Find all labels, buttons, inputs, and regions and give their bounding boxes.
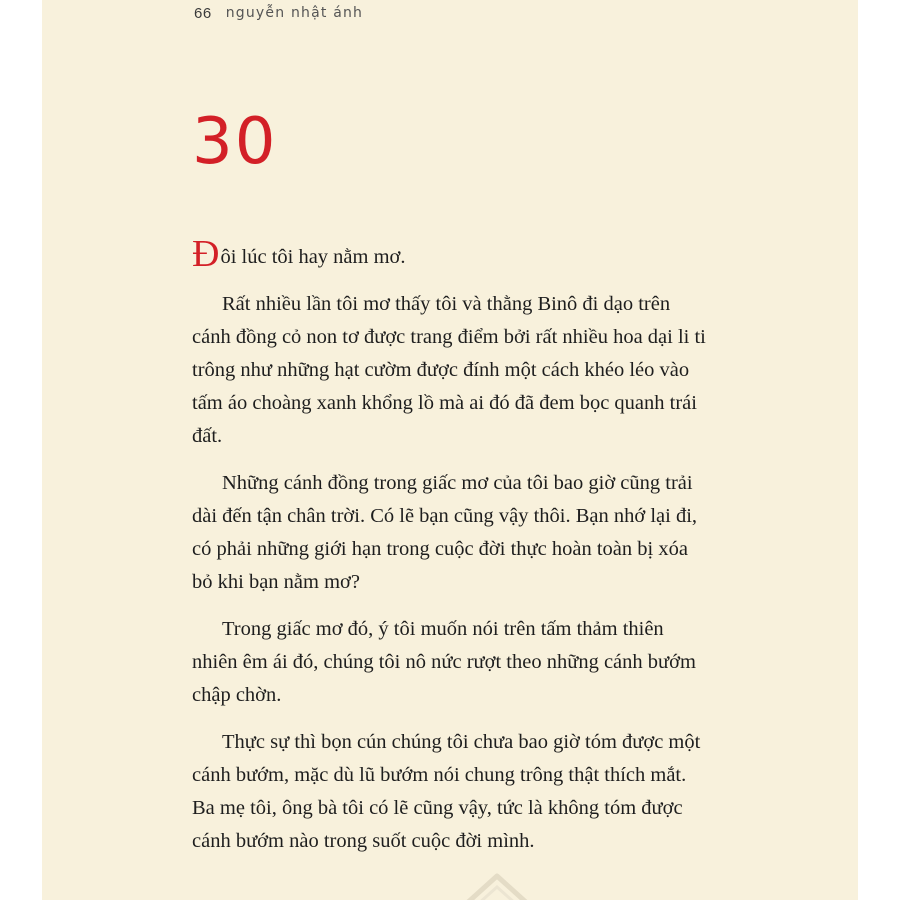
page-number: 66 — [194, 4, 212, 22]
chapter-body — [192, 233, 712, 872]
drop-cap: Đ — [192, 233, 220, 275]
running-head-author: nguyễn nhật ánh — [225, 5, 364, 21]
paragraph-2: Rất nhiều lần tôi mơ thấy tôi và thằng Binô đi dạo trên cánh đồng cỏ non tơ được trang điểm bởi rất nhiều hoa dại li ti trông như những hạt cườm được đính một cách khéo léo vào tấm áo choàng xanh khổng lồ mà ai đó đã đem bọc quanh trái đất. — [192, 293, 706, 447]
paragraph-1 — [192, 233, 712, 275]
book-page — [42, 0, 858, 900]
paragraph-3: Những cánh đồng trong giấc mơ của tôi bao giờ cũng trải dài đến tận chân trời. Có lẽ bạn cũng vậy thôi. Bạn nhớ lại đi, có phải những giới hạn trong cuộc đời thực hoàn toàn bị xóa bỏ khi bạn nằm mơ? — [192, 472, 698, 593]
house-watermark-icon — [462, 870, 532, 900]
paragraph-1-text: ôi lúc tôi hay nằm mơ. — [220, 246, 406, 268]
chapter-number: 30 — [192, 105, 278, 179]
watermark — [462, 868, 842, 900]
paragraph-4: Trong giấc mơ đó, ý tôi muốn nói trên tấm thảm thiên nhiên êm ái đó, chúng tôi nô nức rượt theo những cánh bướm chập chờn. — [192, 618, 696, 706]
paragraph-5: Thực sự thì bọn cún chúng tôi chưa bao giờ tóm được một cánh bướm, mặc dù lũ bướm nói chung trông thật thích mắt. Ba mẹ tôi, ông bà tôi có lẽ cũng vậy, tức là không tóm được cánh bướm nào trong suốt cuộc đời mình. — [192, 731, 701, 852]
page-header — [194, 2, 363, 24]
